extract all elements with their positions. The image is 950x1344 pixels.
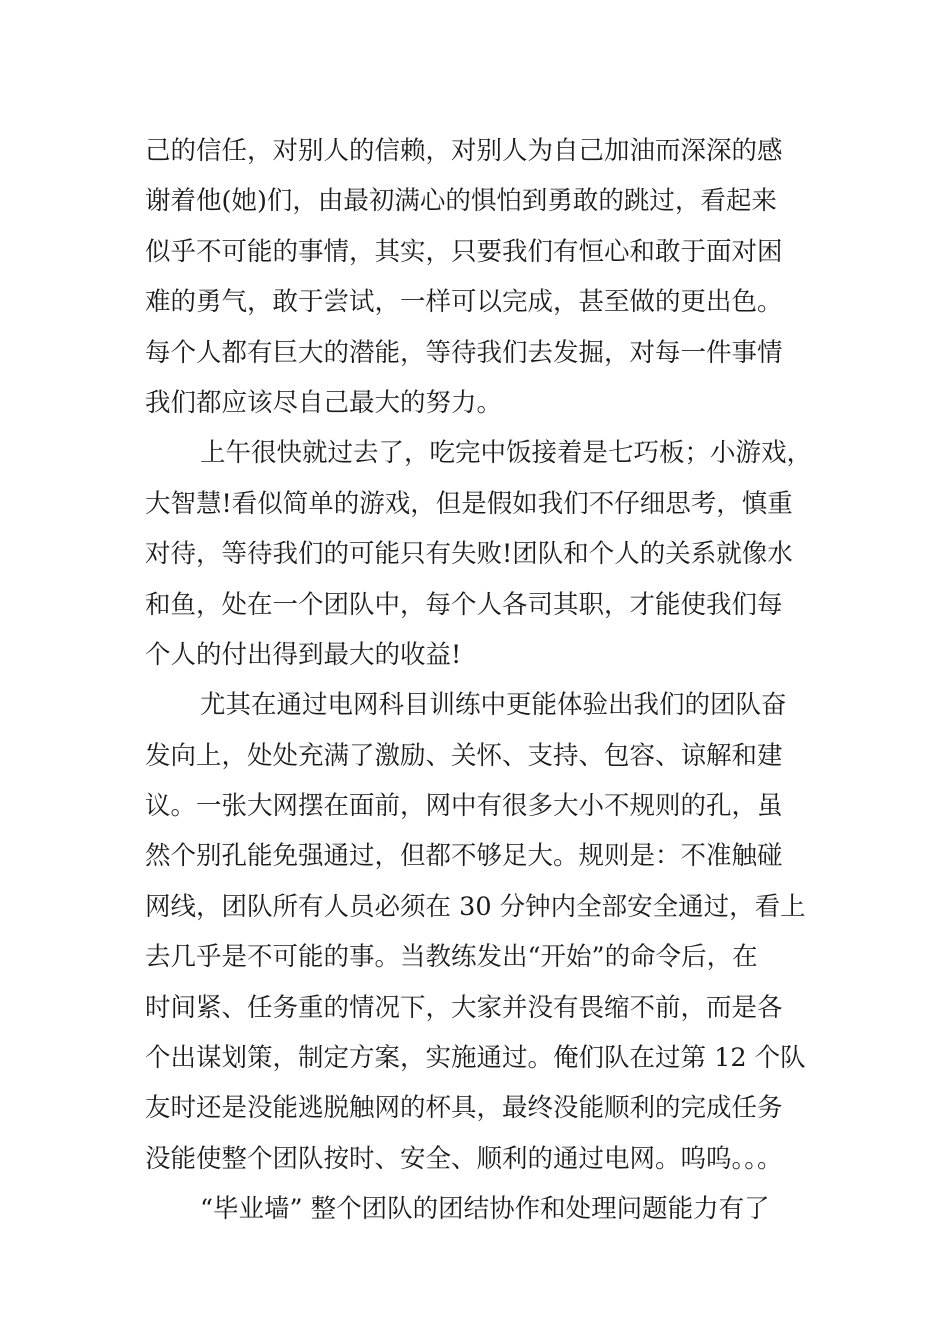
text-line: 和鱼，处在一个团队中，每个人各司其职，才能使我们每 <box>145 589 783 620</box>
text-line: 己的信任，对别人的信赖，对别人为自己加油而深深的感 <box>145 136 783 166</box>
text-line: 个出谋划策，制定方案，实施通过。俺们队在过第 12 个队 <box>145 1043 806 1074</box>
text-line: 难的勇气，敢于尝试，一样可以完成，甚至做的更出色。 <box>145 287 783 318</box>
text-line: 大智慧!看似简单的游戏，但是假如我们不仔细思考，慎重 <box>145 488 793 519</box>
text-line: 发向上，处处充满了激励、关怀、支持、包容、谅解和建 <box>145 740 783 771</box>
text-line: 议。一张大网摆在面前，网中有很多大小不规则的孔，虽 <box>145 791 783 822</box>
text-line: 去几乎是不可能的事。当教练发出“开始”的命令后，在 <box>145 942 758 973</box>
body-text <box>145 126 825 1235</box>
text-line: 没能使整个团队按时、安全、顺利的通过电网。呜呜。。。 <box>145 1143 783 1174</box>
text-line: 对待，等待我们的可能只有失败!团队和个人的关系就像水 <box>145 539 793 570</box>
text-line: 时间紧、任务重的情况下，大家并没有畏缩不前，而是各 <box>145 992 783 1023</box>
text-line: 每个人都有巨大的潜能，等待我们去发掘，对每一件事情 <box>145 337 783 368</box>
text-line: 友时还是没能逃脱触网的杯具，最终没能顺利的完成任务 <box>145 1093 783 1124</box>
paragraph-first-line: 上午很快就过去了，吃完中饭接着是七巧板；小游戏， <box>200 438 813 469</box>
text-line: 然个别孔能免强通过，但都不够足大。规则是：不准触碰 <box>145 841 783 872</box>
text-line: 网线，团队所有人员必须在 30 分钟内全部安全通过，看上 <box>145 891 806 922</box>
text-line: 谢着他(她)们，由最初满心的惧怕到勇敢的跳过，看起来 <box>145 186 777 217</box>
paragraph-first-line: 尤其在通过电网科目训练中更能体验出我们的团队奋 <box>200 690 787 721</box>
text-line: 个人的付出得到最大的收益! <box>145 639 462 670</box>
text-line: 我们都应该尽自己最大的努力。 <box>145 387 503 418</box>
text-line: 似乎不可能的事情，其实，只要我们有恒心和敢于面对困 <box>145 236 783 267</box>
paragraph-first-line: “毕业墙” 整个团队的团结协作和处理问题能力有了 <box>200 1194 770 1225</box>
